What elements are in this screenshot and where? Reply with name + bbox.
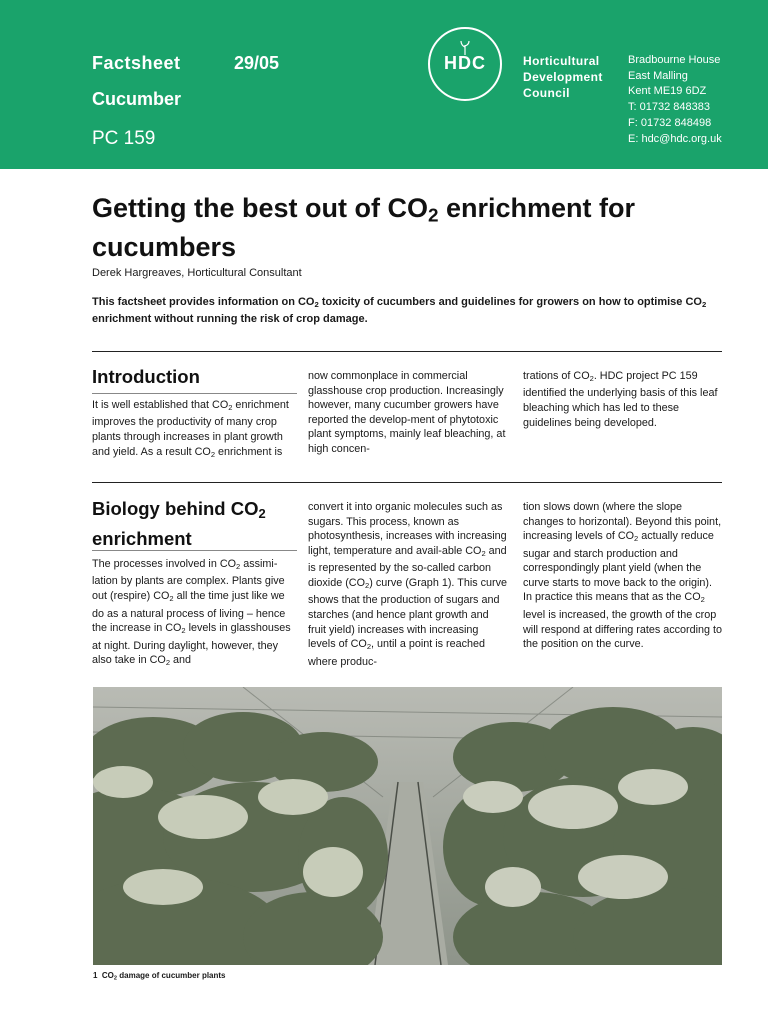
body-text: enrichment is (215, 445, 283, 458)
subscript: 2 (210, 449, 216, 459)
factsheet-label: Factsheet (92, 53, 181, 73)
address-line: Kent ME19 6DZ (628, 85, 707, 98)
factsheet-header (0, 0, 768, 169)
summary-text: enrichment without running the risk of crop damage. (92, 312, 368, 325)
intro-column-1 (92, 398, 298, 462)
heading-text: enrichment (92, 528, 192, 550)
body-text: convert it into organic molecules such as sugars. This process, known as photosynthesis, increases with increasing light, temperature and avail-able CO (308, 501, 507, 557)
council-line: Council (523, 86, 570, 100)
cucumber-crop-photo (93, 687, 722, 965)
summary-paragraph (92, 295, 732, 327)
biology-column-3 (523, 500, 723, 652)
email-line: E: hdc@hdc.org.uk (628, 132, 722, 145)
subscript: 2 (314, 299, 319, 309)
subscript: 2 (700, 595, 705, 605)
body-text: and is represented by the so-called carbon dioxide (CO (308, 544, 507, 589)
intro-column-3 (523, 369, 723, 430)
section-heading-introduction: Introduction (92, 366, 200, 387)
factsheet-number: 29/05 (234, 53, 280, 73)
body-text: actually reduce sugar and starch production and correspondingly plant yield (when the curve starts to move back to the origin). In practice this means that as the CO (523, 530, 714, 604)
body-text: The processes involved in CO (92, 558, 237, 570)
figure-caption (93, 971, 226, 981)
subscript: 2 (634, 534, 639, 544)
logo-text: HDC (444, 53, 486, 73)
body-text: and (170, 654, 192, 667)
title-text: Getting the best out of CO (92, 193, 428, 223)
heading-text: Biology behind CO (92, 498, 259, 519)
body-text: level is increased, the growth of the crop will respond at differing rates according to the position on the curve. (523, 608, 723, 651)
council-line: Development (523, 70, 603, 84)
project-code: PC 159 (92, 128, 156, 149)
intro-column-2: now commonplace in commercial glasshouse crop production. Increasingly however, many cucumber growers have reported the develop-ment of phytotoxic plant symptoms, mainly leaf bleaching, at high concen- (308, 370, 506, 455)
heading-underline (92, 550, 297, 551)
subscript: 2 (366, 641, 372, 651)
address-line: East Malling (628, 69, 688, 82)
subscript: 2 (228, 402, 233, 412)
phone-line: T: 01732 848383 (628, 101, 710, 114)
address-line: Bradbourne House (628, 54, 721, 66)
subscript: 2 (589, 373, 594, 383)
fax-line: F: 01732 848498 (628, 116, 712, 129)
subscript: 2 (113, 975, 118, 982)
body-text: trations of CO (523, 370, 590, 382)
subscript: 2 (236, 561, 241, 571)
body-text: , until a point is reached where produc- (308, 638, 486, 668)
subscript: 2 (165, 658, 171, 668)
title-text-rest: enrichment for cucumbers (92, 193, 636, 262)
body-text: assimi-lation by plants are complex. Plants give out (respire) CO (92, 558, 285, 603)
hdc-logo (428, 27, 502, 101)
caption-number: 1 (93, 971, 98, 980)
body-text: enrichment improves the productivity of many crop plants through increases in plant growth and yield. As a result CO (92, 399, 289, 458)
body-text: levels in glasshouses at night. During daylight, however, they also take in CO (92, 622, 291, 667)
subscript: 2 (481, 548, 486, 558)
body-text: ) curve (Graph 1). This curve shows that the production of sugars and starches (and hence plant growth and fruit yield) increases with increasing levels of CO (308, 576, 508, 651)
body-text: It is well established that CO (92, 399, 229, 411)
subscript: 2 (169, 593, 174, 603)
author-line: Derek Hargreaves, Horticultural Consultant (92, 267, 302, 279)
subscript: 2 (365, 580, 370, 590)
heading-underline (92, 393, 297, 394)
crop-name: Cucumber (92, 89, 182, 109)
body-text: tion slows down (where the slope changes to horizontal). Beyond this point, increasing levels of CO (523, 501, 722, 543)
caption-text: CO (101, 971, 114, 980)
caption-text: damage of cucumber plants (117, 971, 226, 980)
biology-column-1 (92, 557, 298, 671)
body-text: . HDC project PC 159 identified the underlying basis of this leaf bleaching which has led to these guidelines being developed. (523, 370, 718, 429)
subscript: 2 (258, 506, 266, 522)
summary-text: toxicity of cucumbers and guidelines for growers on how to optimise CO (318, 296, 702, 308)
council-line: Horticultural (523, 54, 600, 68)
section-heading-biology (92, 496, 302, 551)
section-divider (92, 482, 722, 483)
summary-text: This factsheet provides information on CO (92, 296, 315, 308)
body-text: all the time just like we do as a natural process of living – hence the increase in CO (92, 590, 286, 635)
council-name (523, 53, 603, 101)
contact-address (628, 53, 722, 147)
document-title (92, 193, 732, 263)
subscript: 2 (181, 626, 186, 635)
title-subscript: 2 (427, 205, 439, 227)
photo-illustration (93, 687, 722, 965)
biology-column-2 (308, 500, 508, 669)
section-divider (92, 351, 722, 352)
subscript: 2 (701, 299, 707, 309)
